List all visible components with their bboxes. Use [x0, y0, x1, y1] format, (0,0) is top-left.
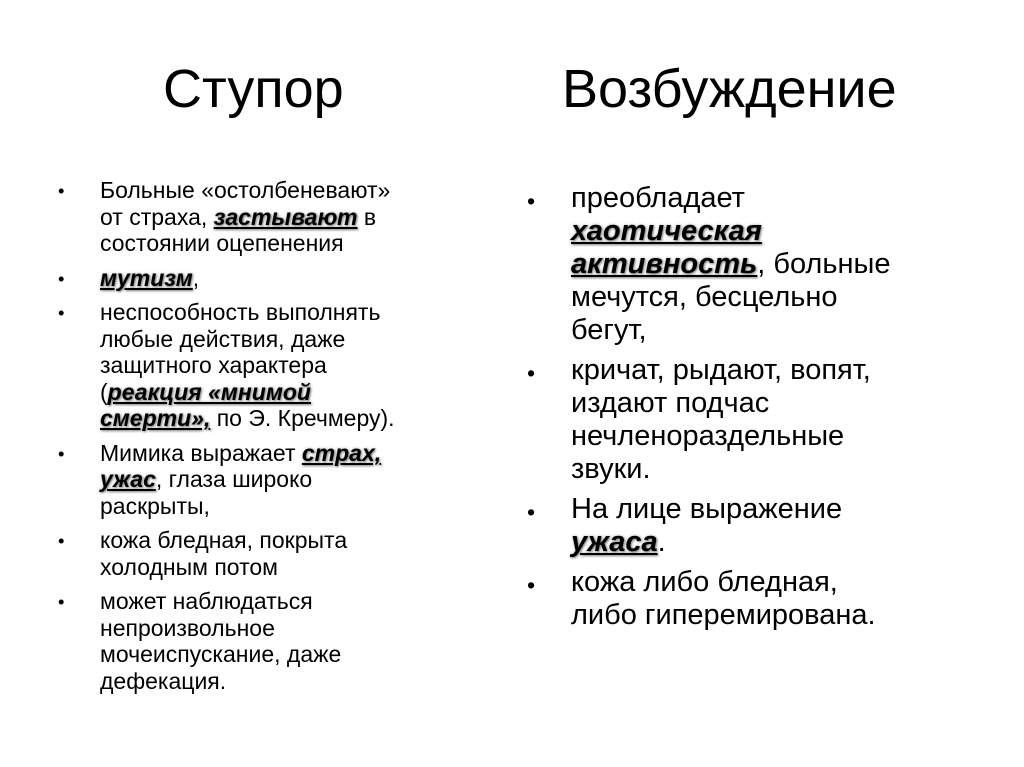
list-item-line [100, 615, 478, 642]
bullet-icon: • [58, 442, 65, 464]
list-item-line [571, 314, 997, 347]
list-item-line [100, 204, 478, 231]
list-item-line [100, 440, 478, 467]
text-segment: нечленораздельные [571, 420, 845, 452]
text-segment: кожа либо бледная, [571, 566, 838, 598]
list-item-line [571, 566, 997, 599]
list-item-line [100, 299, 478, 326]
list-item-line [100, 588, 478, 615]
stupor-list [58, 177, 478, 702]
list-item-line [100, 405, 478, 432]
text-segment: . [657, 526, 666, 558]
excitement-list-item [527, 354, 997, 486]
text-segment: , [192, 264, 200, 291]
title-stupor: Ступор [163, 59, 344, 119]
stupor-list-item [58, 440, 478, 520]
text-segment: кричат, рыдают, вопят, [571, 354, 871, 386]
emphasized-term: смерти», [100, 405, 211, 431]
text-segment: неспособность выполнять [100, 299, 381, 325]
text-segment: защитного характера [100, 352, 327, 378]
text-segment: дефекация. [100, 667, 227, 694]
title-excitement: Возбуждение [562, 59, 897, 119]
emphasized-term: хаотическая [571, 215, 762, 247]
text-segment: , больные [757, 248, 891, 280]
emphasized-term: ужаса [571, 526, 658, 558]
bullet-icon: • [58, 302, 65, 323]
text-segment: может наблюдаться [100, 588, 313, 614]
stupor-list-item [58, 299, 478, 432]
emphasized-term: мутизм [100, 264, 193, 291]
list-item-line [100, 668, 478, 695]
bullet-icon: • [527, 188, 536, 214]
excitement-list [527, 182, 997, 639]
text-segment: раскрыты, [100, 492, 210, 519]
emphasized-term: реакция «мнимой [107, 378, 311, 405]
text-segment: в [357, 203, 377, 230]
list-item-line [571, 420, 997, 453]
text-segment: кожа бледная, покрыта [100, 527, 348, 553]
list-item-line [571, 599, 997, 632]
list-item-line [100, 265, 478, 292]
list-item-line [100, 230, 478, 257]
bullet-icon: • [527, 572, 536, 598]
excitement-list-item [527, 566, 997, 632]
text-segment: холодным потом [100, 553, 278, 580]
emphasized-term: активность [571, 248, 758, 280]
bullet-icon: • [527, 360, 536, 386]
text-segment: по Э. Кречмеру). [210, 405, 395, 431]
text-segment: любые действия, даже [100, 325, 346, 352]
text-segment: состоянии оцепенения [100, 230, 344, 256]
text-segment: звуки. [571, 453, 651, 485]
list-item-line [571, 182, 997, 215]
bullet-icon: • [58, 530, 65, 551]
bullet-icon: • [527, 499, 536, 525]
emphasized-term: застывают [213, 203, 358, 230]
list-item-line [571, 354, 997, 387]
text-segment: ( [100, 378, 108, 405]
text-segment: бегут, [571, 314, 647, 346]
list-item-line [100, 352, 478, 379]
list-item-line [571, 215, 997, 248]
text-segment: либо гиперемирована. [571, 599, 876, 631]
text-segment: издают подчас [571, 387, 770, 419]
list-item-line [100, 554, 478, 581]
stupor-list-item [58, 527, 478, 580]
list-item-line [571, 493, 997, 526]
stupor-list-item [58, 588, 478, 694]
text-segment: , глаза широко [155, 466, 313, 492]
text-segment: непроизвольное [100, 614, 275, 641]
list-item-line [100, 527, 478, 554]
list-item-line [100, 326, 478, 353]
text-segment: от страха, [100, 203, 214, 230]
stupor-list-item [58, 177, 478, 257]
list-item-line [100, 466, 478, 493]
text-segment: мочеиспускание, даже [100, 641, 342, 667]
list-item-line [571, 453, 997, 486]
emphasized-term: страх, [301, 439, 382, 466]
stupor-list-item [58, 265, 478, 292]
list-item-line [571, 281, 997, 314]
text-segment: мечутся, бесцельно [571, 281, 838, 313]
bullet-icon: • [58, 267, 65, 289]
emphasized-term: ужас [100, 466, 156, 492]
excitement-list-item [527, 493, 997, 559]
list-item-line [571, 526, 997, 559]
text-segment: преобладает [571, 182, 745, 214]
list-item-line [100, 177, 478, 204]
list-item-line [571, 387, 997, 420]
text-segment: Мимика выражает [100, 439, 302, 466]
list-item-line [571, 248, 997, 281]
bullet-icon: • [58, 591, 65, 612]
excitement-list-item [527, 182, 997, 347]
list-item-line [100, 493, 478, 520]
bullet-icon: • [58, 180, 65, 201]
text-segment: Больные «остолбеневают» [100, 177, 391, 203]
text-segment: На лице выражение [571, 493, 843, 525]
list-item-line [100, 641, 478, 668]
list-item-line [100, 379, 478, 406]
